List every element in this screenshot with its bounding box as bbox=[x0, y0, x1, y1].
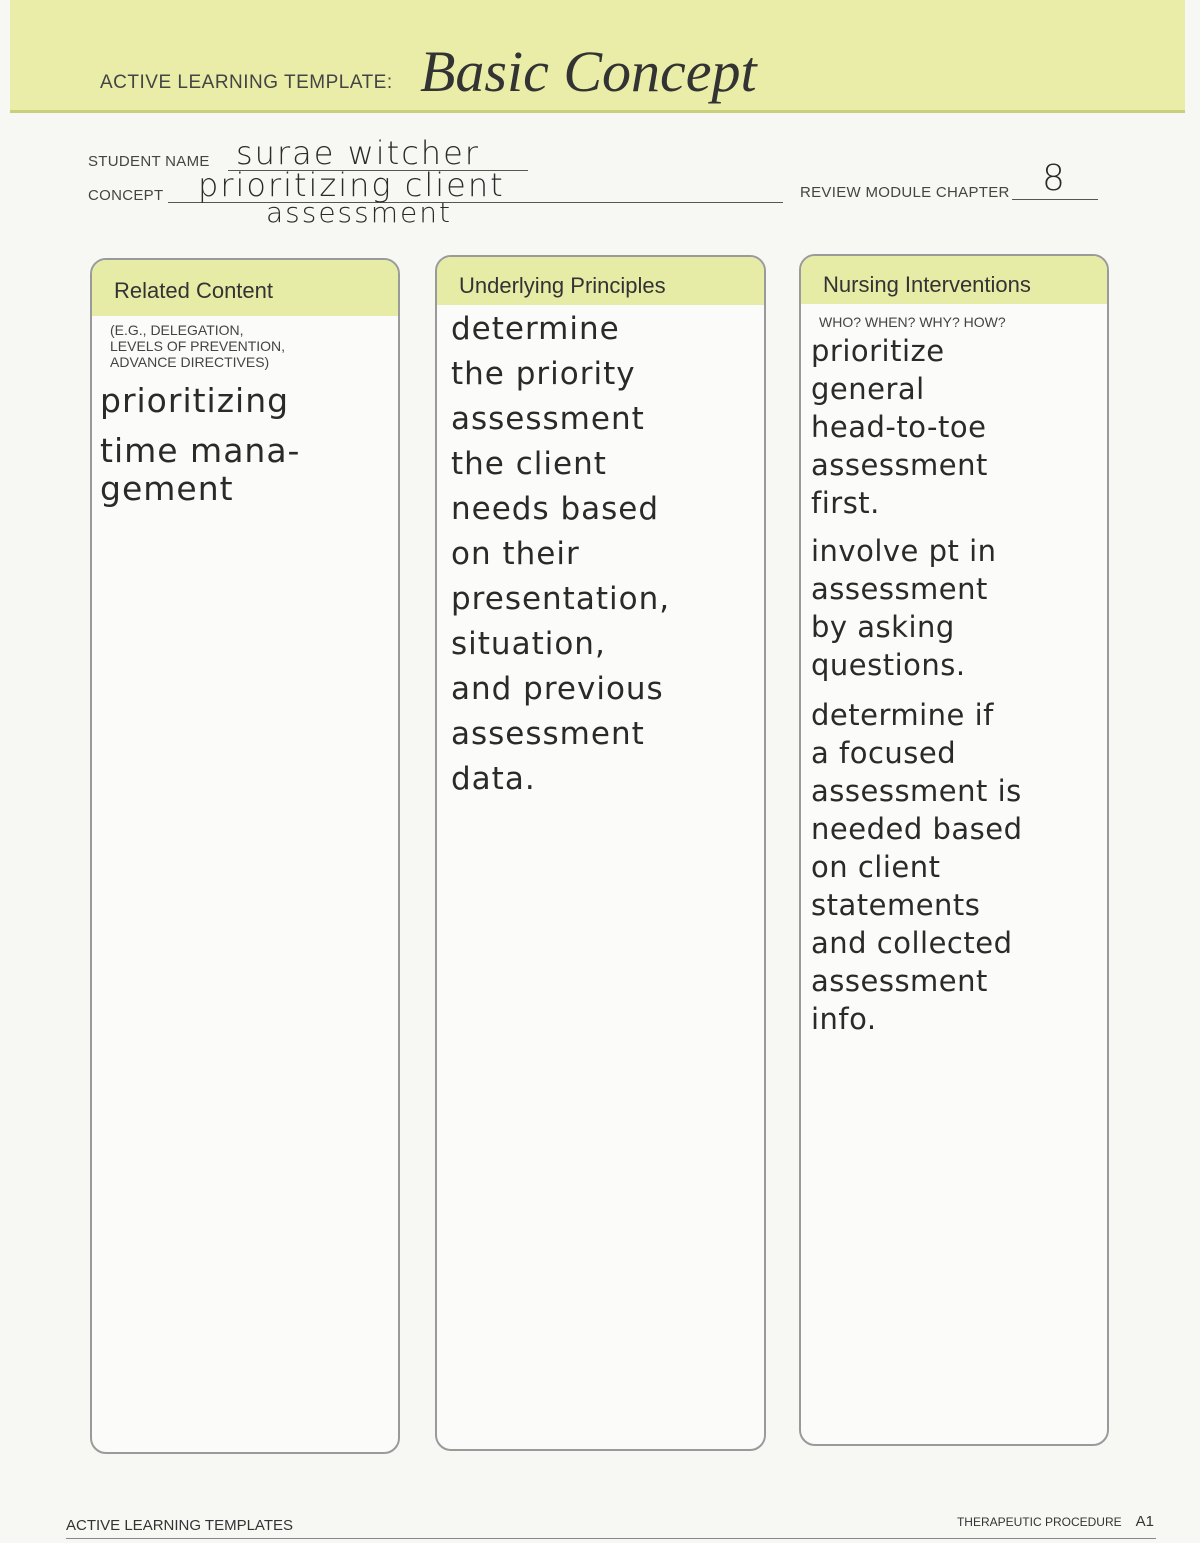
intervention-line: prioritize bbox=[811, 334, 945, 368]
intervention-line: assessment bbox=[811, 964, 988, 998]
footer-page-number: A1 bbox=[1135, 1513, 1154, 1530]
review-module-label: REVIEW MODULE CHAPTER bbox=[800, 184, 1010, 201]
intervention-line: by asking bbox=[811, 610, 955, 644]
related-subtitle-line: ADVANCE DIRECTIVES) bbox=[110, 354, 270, 370]
footer-right bbox=[957, 1513, 1154, 1530]
underlying-principles-box bbox=[435, 255, 766, 1451]
footer-section-label: THERAPEUTIC PROCEDURE bbox=[956, 1515, 1122, 1529]
intervention-block bbox=[811, 532, 1099, 684]
intervention-line: questions. bbox=[811, 648, 966, 682]
principles-entry: assessment bbox=[451, 401, 645, 437]
related-content-body[interactable] bbox=[92, 370, 398, 508]
template-label: ACTIVE LEARNING TEMPLATE: bbox=[100, 72, 393, 93]
intervention-line: general bbox=[811, 372, 925, 406]
intervention-line: assessment bbox=[811, 572, 988, 606]
intervention-line: needed based bbox=[811, 812, 1023, 846]
nursing-interventions-box bbox=[799, 254, 1109, 1446]
nursing-interventions-subtitle: WHO? WHEN? WHY? HOW? bbox=[819, 314, 1006, 330]
intervention-line: a focused bbox=[811, 736, 957, 770]
intervention-block bbox=[811, 332, 1099, 522]
principles-entry: and previous bbox=[451, 671, 664, 707]
intervention-line: assessment bbox=[811, 448, 988, 482]
intervention-line: and collected bbox=[811, 926, 1013, 960]
footer-left-label: ACTIVE LEARNING TEMPLATES bbox=[66, 1517, 293, 1534]
related-content-title: Related Content bbox=[92, 260, 398, 316]
intervention-line: info. bbox=[811, 1002, 877, 1036]
concept-value-line1[interactable]: prioritizing client bbox=[198, 166, 505, 204]
intervention-block bbox=[811, 696, 1099, 1038]
related-subtitle-line: (E.G., DELEGATION, bbox=[110, 322, 244, 338]
related-entry: prioritizing bbox=[100, 381, 290, 420]
related-content-subtitle bbox=[92, 316, 398, 370]
principles-entry: assessment bbox=[451, 716, 645, 752]
principles-entry: determine bbox=[451, 311, 620, 347]
related-entry: gement bbox=[100, 469, 234, 508]
principles-entry: on their bbox=[451, 536, 580, 572]
related-entry: time mana- bbox=[100, 431, 301, 470]
related-subtitle-line: LEVELS OF PREVENTION, bbox=[110, 338, 286, 354]
review-module-line bbox=[1012, 199, 1098, 200]
intervention-line: statements bbox=[811, 888, 981, 922]
principles-entry: situation, bbox=[451, 626, 606, 662]
principles-entry: needs based bbox=[451, 491, 660, 527]
concept-value-line2[interactable]: assessment bbox=[266, 196, 452, 229]
principles-entry: presentation, bbox=[451, 581, 671, 617]
principles-entry: data. bbox=[451, 761, 536, 797]
student-name-label: STUDENT NAME bbox=[88, 153, 210, 170]
student-name-value[interactable]: surae witcher bbox=[236, 134, 480, 172]
intervention-line: head-to-toe bbox=[811, 410, 987, 444]
related-content-box bbox=[90, 258, 400, 1454]
principles-entry: the client bbox=[451, 446, 607, 482]
footer-rule bbox=[66, 1538, 1156, 1539]
intervention-line: involve pt in bbox=[811, 534, 997, 568]
header-banner bbox=[10, 0, 1185, 113]
principles-entry: the priority bbox=[451, 356, 636, 392]
intervention-line: determine if bbox=[811, 698, 994, 732]
underlying-principles-body[interactable] bbox=[437, 305, 764, 802]
review-module-value[interactable]: 8 bbox=[1042, 158, 1065, 199]
concept-label: CONCEPT bbox=[88, 187, 164, 204]
nursing-interventions-title: Nursing Interventions bbox=[801, 256, 1107, 304]
nursing-interventions-body[interactable] bbox=[801, 330, 1107, 1038]
underlying-principles-title: Underlying Principles bbox=[437, 257, 764, 305]
intervention-line: first. bbox=[811, 486, 880, 520]
intervention-line: assessment is bbox=[811, 774, 1022, 808]
template-title: Basic Concept bbox=[420, 39, 757, 104]
intervention-line: on client bbox=[811, 850, 941, 884]
